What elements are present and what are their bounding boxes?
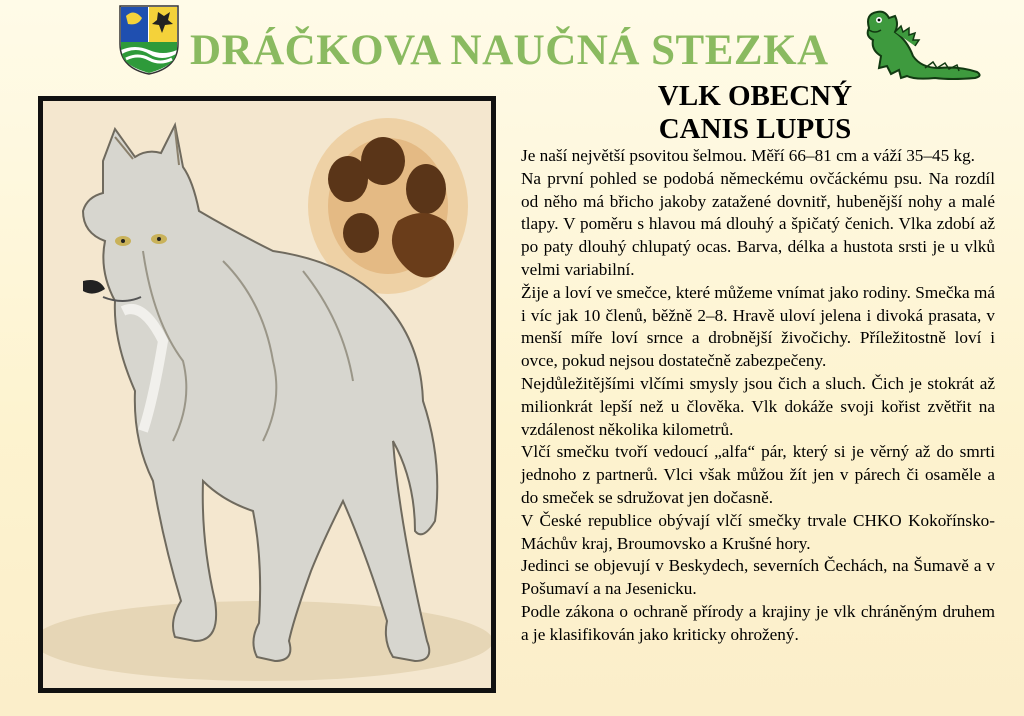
paragraph: V České republice obývají vlčí smečky trvale CHKO Kokořínsko-Máchův kraj, Broumovsko a Krušné hory. <box>521 510 995 553</box>
page-title: DRÁČKOVA NAUČNÁ STEZKA <box>190 27 829 74</box>
wolf-illustration <box>38 96 496 693</box>
paragraph: Je naší největší psovitou šelmou. Měří 66–81 cm a váží 35–45 kg. <box>521 146 975 165</box>
animal-name-latin: CANIS LUPUS <box>658 113 852 145</box>
paragraph: Žije a loví ve smečce, které můžeme vnímat jako rodiny. Smečka má i víc jak 10 členů, běžně 2–8. Hravě uloví jelena i divoká prasata, v menší míře loví srnce a drobnější živočichy. Příležitostně loví i ovce, pokud nejsou dostatečně zabezpečeny. <box>521 282 995 371</box>
coat-of-arms-icon <box>118 4 180 76</box>
paragraph: Nejdůležitějšími vlčími smysly jsou čich a sluch. Čich je stokrát až milionkrát lepší než u člověka. Vlk dokáže svoji kořist zvětřit na vzdálenost několika kilometrů. <box>521 373 995 439</box>
description-text <box>521 145 995 647</box>
paragraph: Vlčí smečku tvoří vedoucí „alfa“ pár, který si je věrný až do smrti jednoho z partnerů. Vlci však můžou žít jen v párech či osaměle a do smeček se sdružovat jen dočasně. <box>521 442 995 507</box>
paragraph: Na první pohled se podobá německému ovčáckému psu. Na rozdíl od něho má břicho jakoby zatažené dovnitř, hubenější nohy a malé tlapy. V poměru s hlavou má dlouhý a špičatý čenich. Vlka zdobí až po paty dlouhý chlupatý ocas. Barva, délka a hustota srsti je u vlků velmi variabilní. <box>521 168 995 279</box>
paragraph: Podle zákona o ochraně přírody a krajiny je vlk chráněným druhem a je klasifikován jako kriticky ohrožený. <box>521 601 995 644</box>
green-dragon-icon <box>855 6 987 86</box>
animal-name-czech: VLK OBECNÝ <box>657 80 853 112</box>
animal-title <box>520 80 990 146</box>
paragraph: Jedinci se objevují v Beskydech, severních Čechách, na Šumavě a v Pošumaví a na Jesenicku. <box>521 556 995 599</box>
